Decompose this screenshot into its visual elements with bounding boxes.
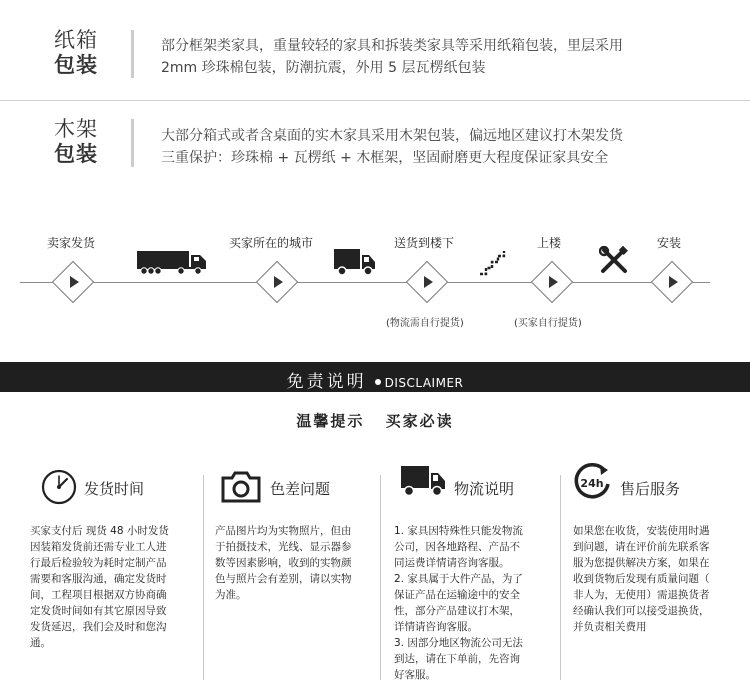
flow-node-4 (537, 267, 567, 297)
clock-icon (40, 468, 78, 506)
logistics-text: 1. 家具因特殊性只能发物流 公司，因各地路程、产品不 同运费详情请咨询客服。 2. 家具属于大件产品，为了 保证产品在运输途中的安全 性，部分产品建议打木架， 详情请咨询客服。 3. 因部分地区物流公司无法 到达，请在下单前，先咨询 好客服。 (394, 525, 523, 681)
tools-icon (599, 246, 629, 276)
delivery-truck-icon (400, 464, 446, 498)
disclaimer-bar (0, 362, 750, 392)
column-separator (380, 475, 381, 680)
note-buyer-pickup: (买家自行提货) (514, 318, 582, 329)
wooden-frame-packaging-title: 木架 包装 (54, 117, 98, 166)
color-difference-text: 产品图片均为实物照片，但由 于拍摄技术，光线、显示器参 数等因素影响，收到的实物颜 色与照片会有差别，请以实物 为准。 (215, 525, 352, 601)
tips-title: 温馨提示 买家必读 (296, 412, 454, 430)
camera-icon (220, 470, 262, 504)
logistics-header (400, 462, 550, 502)
color-difference-title: 色差问题 (270, 480, 331, 498)
color-difference-header (220, 462, 370, 502)
flow-line (20, 282, 710, 283)
flow-node-1 (58, 267, 88, 297)
after-sales-header (572, 462, 732, 502)
disclaimer-heading: 免责说明 DISCLAIMER (286, 372, 464, 392)
truck-icon (136, 248, 208, 276)
logistics-title: 物流说明 (454, 480, 515, 498)
step-upstairs: 上楼 (537, 236, 562, 250)
carton-packaging-row (0, 0, 750, 101)
note-logistics-pickup: (物流需自行提货) (386, 318, 464, 329)
divider-bar (131, 30, 134, 78)
flow-node-3 (412, 267, 442, 297)
shipping-time-header (40, 462, 190, 502)
flow-node-5 (657, 267, 687, 297)
svg-text:24h: 24h (580, 477, 604, 490)
column-separator (560, 475, 561, 680)
step-delivered-downstairs: 送货到楼下 (394, 236, 455, 250)
step-buyer-city: 买家所在的城市 (229, 236, 314, 250)
carton-packaging-text: 部分框架类家具，重量较轻的家具和拆装类家具等采用纸箱包装，里层采用 2mm 珍珠棉包装，防潮抗震，外用 5 层瓦楞纸包装 (161, 38, 623, 76)
24h-icon (572, 462, 612, 502)
shipping-time-text: 买家支付后 现货 48 小时发货 因装箱发货前还需专业工人进 行最后检验较为耗时定制产品 需要和客服沟通，确定发货时 间，工程项目根据双方协商确 定发货时间如有其它原因导致 发货延迟，我们会及时和您沟 通。 (30, 525, 169, 649)
step-install: 安装 (657, 236, 682, 250)
shipping-time-title: 发货时间 (84, 480, 145, 498)
wooden-frame-packaging-row (0, 101, 750, 196)
flow-node-2 (262, 267, 292, 297)
carton-packaging-title: 纸箱 包装 (54, 28, 98, 77)
after-sales-text: 如果您在收货，安装使用时遇 到问题，请在评价前先联系客 服为您提供解决方案，如果在 收到货物后发现有质量问题（ 非人为，无使用）需退换货者 经确认我们可以接受退换货， 并负责相关费用 (573, 525, 710, 633)
column-separator (203, 475, 204, 680)
wooden-frame-packaging-text: 大部分箱式或者含桌面的实木家具采用木架包装，偏远地区建议打木架发货 三重保护：珍珠棉 + 瓦楞纸 + 木框架，坚固耐磨更大程度保证家具安全 (161, 128, 623, 166)
van-icon (333, 247, 377, 277)
bullet-dot (375, 379, 381, 385)
after-sales-title: 售后服务 (620, 480, 681, 498)
stairs-icon (478, 250, 510, 276)
divider-bar (131, 119, 134, 167)
step-seller-ships: 卖家发货 (47, 236, 96, 250)
delivery-flow (0, 220, 750, 340)
